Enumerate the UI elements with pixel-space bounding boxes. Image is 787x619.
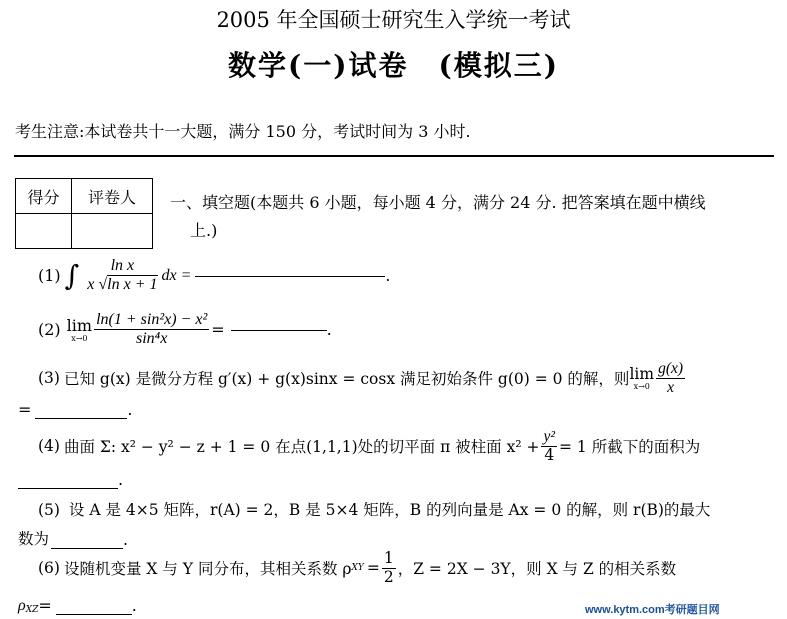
question-4-answer <box>18 470 123 489</box>
q1-end: . <box>385 266 391 286</box>
q3-text: 已知 g(x) 是微分方程 g′(x) + g(x)sinx = cosx 满足初始条件 g(0) = 0 的解，则 <box>63 370 630 389</box>
question-3-answer <box>18 400 133 419</box>
q1-tail: dx = <box>161 266 192 284</box>
q1-numerator: ln x <box>109 257 137 276</box>
q4-number: (4) <box>38 437 60 456</box>
score-box <box>15 178 153 249</box>
q1-fraction <box>85 257 159 295</box>
q4-text: 曲面 Σ: x² − y² − z + 1 = 0 在点(1,1,1)处的切平面 π 被柱面 x² + <box>63 438 540 457</box>
q4-answer-blank[interactable] <box>18 487 118 489</box>
q6-rho2-sub: XZ <box>25 605 39 615</box>
q4-numerator: y² <box>543 428 556 445</box>
q2-end: . <box>326 320 332 340</box>
question-2 <box>38 311 332 349</box>
q3-fraction <box>656 360 685 397</box>
q2-lim: lim <box>66 316 93 336</box>
q5-answer-blank[interactable] <box>51 547 123 549</box>
q6-rho2: ρ <box>18 597 26 614</box>
q3-limit <box>629 365 654 391</box>
q3-denominator: x <box>667 378 674 396</box>
q2-fraction <box>94 311 209 349</box>
q5-end: . <box>123 531 128 549</box>
q4-denominator: 4 <box>544 445 555 464</box>
exam-title: 2005 年全国硕士研究生入学统一考试 <box>216 8 571 32</box>
watermark: www.kytm.com考研题目网 <box>585 604 720 616</box>
question-6 <box>38 550 676 587</box>
question-6-answer <box>18 596 137 615</box>
q2-numerator: ln(1 + sin²x) − x² <box>94 311 209 330</box>
q3-lim-sub: x→0 <box>633 382 650 392</box>
section-heading: 一、填空题(本题共 6 小题，每小题 4 分，满分 24 分. 把答案填在题中横线 <box>170 193 706 212</box>
q5-number: (5) <box>38 501 60 519</box>
q6-text: 设随机变量 X 与 Y 同分布，其相关系数 ρ <box>63 560 352 579</box>
q4-end: . <box>118 470 124 489</box>
q3-eq: = <box>18 400 32 419</box>
q1-den-x: x <box>87 276 95 294</box>
q6-eq2: = <box>38 596 52 615</box>
divider-line <box>14 155 774 157</box>
q3-end: . <box>127 400 133 419</box>
integral-sign: ∫ <box>64 259 80 293</box>
q1-denominator <box>85 276 159 294</box>
q6-fraction <box>382 550 396 587</box>
q2-lim-sub: x→0 <box>71 334 88 344</box>
exam-notice: 考生注意:本试卷共十一大题，满分 150 分，考试时间为 3 小时. <box>15 122 471 141</box>
q4-fraction <box>541 428 557 465</box>
q1-den-root: ln x + 1 <box>107 276 158 294</box>
paper-subtitle: 数学(一)试卷 (模拟三) <box>228 49 559 82</box>
grader-label: 评卷人 <box>72 179 153 214</box>
q5-text: 设 A 是 4×5 矩阵，r(A) = 2，B 是 5×4 矩阵，B 的列向量是 Ax = 0 的解，则 r(B)的最大 <box>68 501 711 519</box>
q2-answer-blank[interactable] <box>231 329 327 331</box>
grader-cell <box>72 214 153 249</box>
q3-answer-blank[interactable] <box>35 417 127 419</box>
question-1 <box>38 257 391 295</box>
q6-tail: ，Z = 2X − 3Y，则 X 与 Z 的相关系数 <box>397 560 677 579</box>
score-label: 得分 <box>16 179 72 214</box>
question-5-answer <box>18 527 128 549</box>
q2-denominator: sin⁴x <box>135 330 168 348</box>
q6-eq: = <box>366 559 380 578</box>
q3-lim: lim <box>629 365 655 384</box>
q2-eq: = <box>211 320 225 340</box>
score-cell <box>16 214 72 249</box>
section-heading-cont: 上.) <box>190 221 218 240</box>
q1-number: (1) <box>38 266 61 286</box>
q2-limit <box>67 316 92 343</box>
question-4 <box>38 428 700 465</box>
q6-denominator: 2 <box>383 567 394 586</box>
question-5 <box>38 498 710 520</box>
q3-numerator: g(x) <box>658 360 684 377</box>
q6-rho-sub: XY <box>351 563 364 574</box>
sqrt-sign: √ <box>98 276 108 294</box>
q1-answer-blank[interactable] <box>195 275 385 277</box>
q5-text2: 数为 <box>18 530 50 548</box>
q3-number: (3) <box>38 369 60 388</box>
q6-number: (6) <box>38 559 60 578</box>
q6-end: . <box>131 596 137 615</box>
q6-numerator: 1 <box>383 549 394 567</box>
q4-tail: = 1 所截下的面积为 <box>559 438 701 457</box>
q2-number: (2) <box>38 320 61 340</box>
q6-answer-blank[interactable] <box>56 613 132 615</box>
question-3 <box>38 360 687 397</box>
